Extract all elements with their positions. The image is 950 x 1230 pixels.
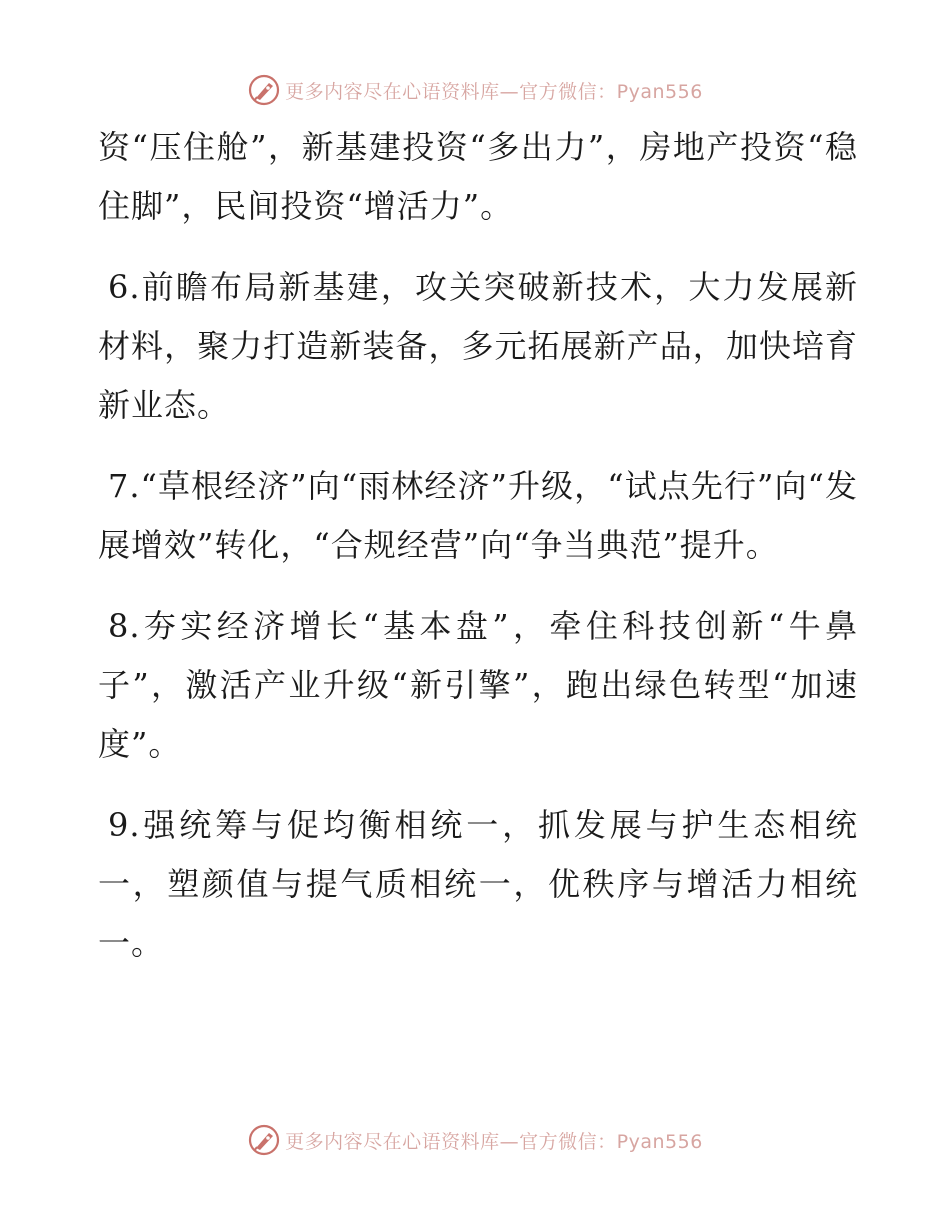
paragraph-item: [98, 457, 858, 575]
header-watermark: [0, 70, 950, 110]
paragraph-continued: [98, 118, 858, 236]
item-number: 8.: [108, 607, 141, 645]
paragraph-item: [98, 597, 858, 774]
paragraph-item: [98, 796, 858, 973]
item-number: 9.: [108, 806, 141, 844]
pen-nib-icon: [247, 1123, 281, 1157]
footer-watermark: [0, 1120, 950, 1160]
paragraph-text: 夯实经济增长“基本盘”，牵住科技创新“牛鼻子”，激活产业升级“新引擎”，跑出绿色转型“加速度”。: [98, 607, 858, 763]
paragraph-text: “草根经济”向“雨林经济”升级，“试点先行”向“发展增效”转化，“合规经营”向“争当典范”提升。: [98, 467, 858, 564]
watermark-text: 更多内容尽在心语资料库—官方微信：Pyan556: [285, 1130, 703, 1153]
item-number: 7.: [108, 467, 141, 505]
watermark-text: 更多内容尽在心语资料库—官方微信：Pyan556: [285, 80, 703, 103]
paragraph-text: 强统筹与促均衡相统一，抓发展与护生态相统一，塑颜值与提气质相统一，优秩序与增活力相统一。: [98, 806, 858, 962]
paragraph-item: [98, 258, 858, 435]
item-number: 6.: [108, 268, 141, 306]
paragraph-text: 资“压住舱”，新基建投资“多出力”，房地产投资“稳住脚”，民间投资“增活力”。: [98, 128, 858, 225]
document-body: [98, 118, 858, 995]
paragraph-text: 前瞻布局新基建，攻关突破新技术，大力发展新材料，聚力打造新装备，多元拓展新产品，加快培育新业态。: [98, 268, 858, 424]
pen-nib-icon: [247, 73, 281, 107]
